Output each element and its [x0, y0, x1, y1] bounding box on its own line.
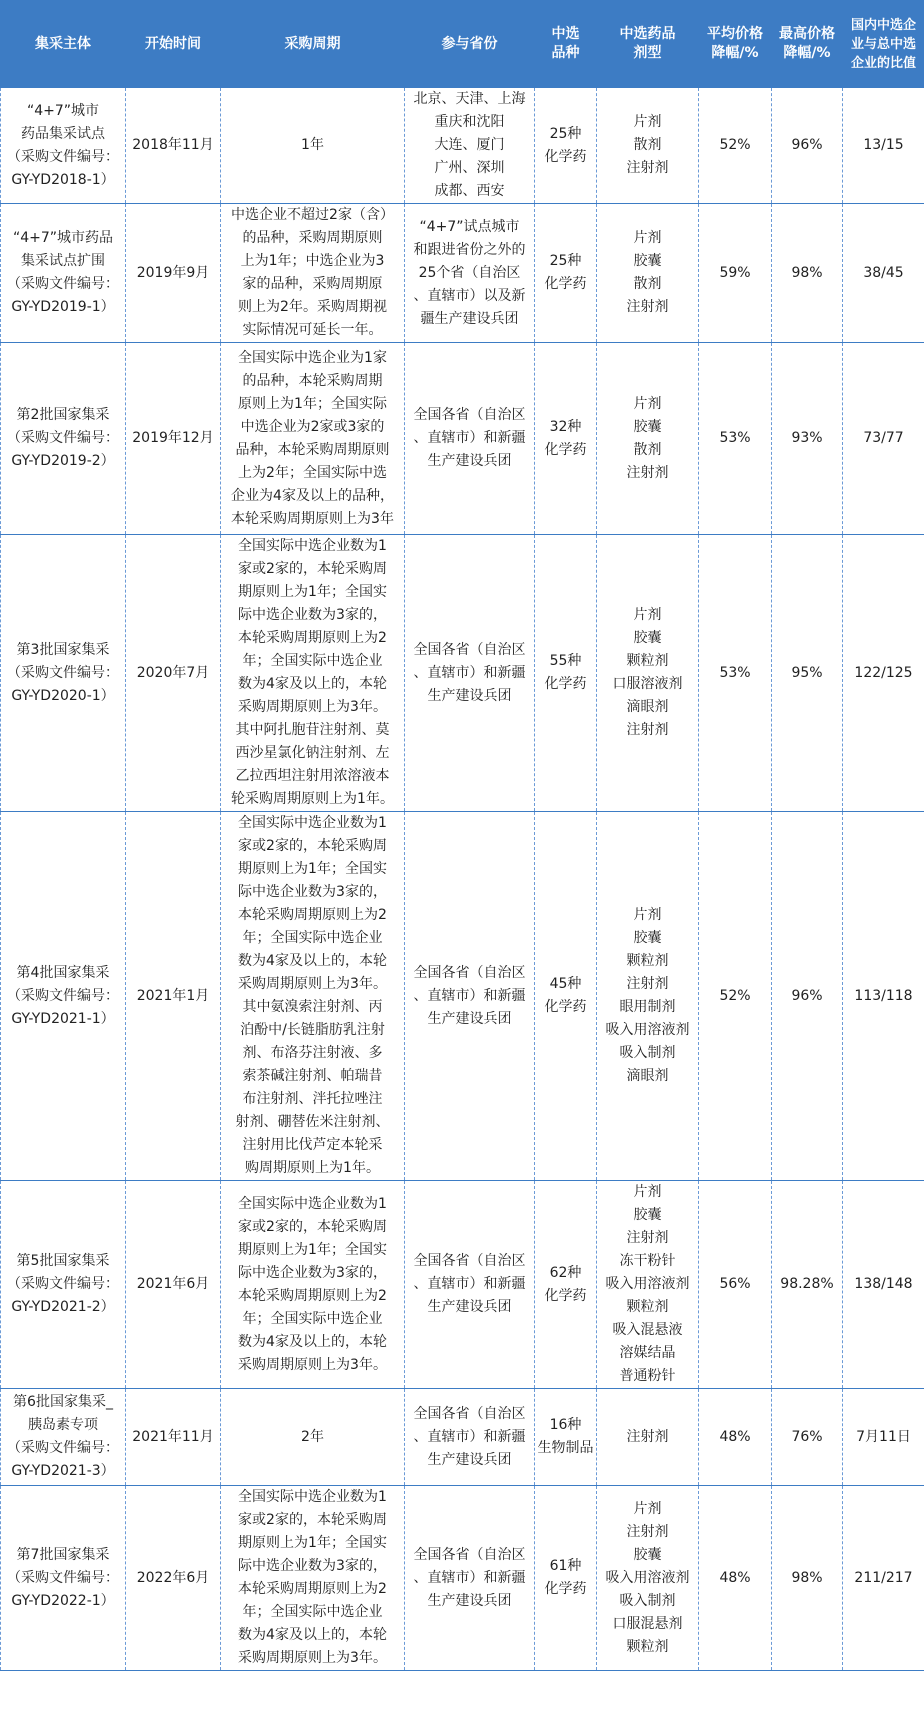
- ratio-text: 122/125: [854, 664, 913, 681]
- form-item: 片剂: [633, 907, 662, 923]
- subject-cell: [1, 204, 126, 343]
- form-item: 冻干粉针: [619, 1253, 676, 1269]
- period-text: 全国实际中选企业为1家 的品种，本轮采购周期 原则上为1年；全国实际 中选企业为2家或3家的 品种，本轮采购周期原则 上为2年；全国实际中选 企业为4家及以上的品种， 本轮采购周期原则上为3年: [231, 349, 394, 527]
- start-time-cell: [126, 88, 221, 204]
- header-provinces: 参与省份: [405, 1, 535, 88]
- subject-cell: [1, 1181, 126, 1389]
- ratio-cell: [843, 1181, 924, 1389]
- start-time-cell: [126, 1486, 221, 1671]
- form-item: 吸入制剂: [619, 1592, 676, 1609]
- subject-cell: [1, 535, 126, 812]
- table-row: [1, 535, 924, 812]
- form-item: 吸入制剂: [619, 1045, 676, 1061]
- period-cell: [221, 1181, 405, 1389]
- ratio-cell: [843, 88, 924, 204]
- avg-drop-cell: [699, 1486, 772, 1671]
- form-item: 颗粒剂: [626, 1638, 669, 1655]
- variety-text: 32种 化学药: [544, 418, 587, 458]
- max-drop-text: 98%: [791, 1569, 823, 1586]
- form-item: 注射剂: [626, 464, 669, 481]
- provinces-cell: [405, 204, 535, 343]
- header-row: [1, 1, 924, 88]
- period-cell: [221, 1389, 405, 1486]
- ratio-cell: [843, 812, 924, 1181]
- table-row: [1, 204, 924, 343]
- table-row: [1, 343, 924, 535]
- variety-cell: [535, 1486, 597, 1671]
- header-start-time: 开始时间: [126, 1, 221, 88]
- forms-list: [599, 227, 696, 319]
- provinces-text: 全国各省（自治区 、直辖市）和新疆 生产建设兵团: [413, 641, 526, 704]
- table-row: [1, 812, 924, 1181]
- avg-drop-cell: [699, 1181, 772, 1389]
- start-time-text: 2021年1月: [136, 987, 210, 1004]
- provinces-cell: [405, 1389, 535, 1486]
- form-item: 溶媒结晶: [619, 1345, 676, 1361]
- avg-drop-text: 53%: [719, 430, 751, 446]
- forms-cell: [597, 812, 699, 1181]
- form-item: 胶囊: [633, 253, 662, 269]
- variety-text: 62种 化学药: [544, 1264, 587, 1304]
- variety-text: 16种 生物制品: [537, 1417, 594, 1456]
- ratio-cell: [843, 204, 924, 343]
- subject-text: 第3批国家集采 （采购文件编号： GY-YD2020-1）: [7, 641, 119, 704]
- max-drop-cell: [772, 343, 843, 535]
- variety-cell: [535, 343, 597, 535]
- start-time-cell: [126, 535, 221, 812]
- avg-drop-text: 48%: [719, 1569, 751, 1586]
- forms-cell: [597, 204, 699, 343]
- period-text: 全国实际中选企业数为1 家或2家的，本轮采购周 期原则上为1年；全国实 际中选企业数为3家的， 本轮采购周期原则上为2 年；全国实际中选企业 数为4家及以上的，本轮 采购周期原则上为3年。: [238, 1489, 387, 1666]
- subject-text: 第4批国家集采 （采购文件编号： GY-YD2021-1）: [7, 964, 119, 1027]
- form-item: 片剂: [633, 1500, 662, 1517]
- start-time-text: 2019年12月: [132, 430, 214, 446]
- form-item: 胶囊: [633, 1546, 662, 1563]
- header-subject: 集采主体: [1, 1, 126, 88]
- forms-cell: [597, 535, 699, 812]
- subject-text: “4+7”城市 药品集采试点 （采购文件编号： GY-YD2018-1）: [7, 102, 119, 188]
- form-item: 注射剂: [626, 1428, 669, 1445]
- period-cell: [221, 343, 405, 535]
- period-text: 全国实际中选企业数为1 家或2家的，本轮采购周 期原则上为1年；全国实 际中选企业数为3家的， 本轮采购周期原则上为2 年；全国实际中选企业 数为4家及以上的，本轮 采购周期原则上为3年。 其中氨溴索注射剂、丙 泊酚中/长链脂肪乳注射 剂、布洛芬注射液、多 索茶碱注射剂、帕瑞昔 布注射剂、泮托拉唑注 射剂、硼替佐米注射剂、 注射用比伐芦定本轮采 购周期原则上为1年。: [235, 815, 390, 1176]
- subject-cell: [1, 1389, 126, 1486]
- form-item: 口服溶液剂: [612, 676, 683, 692]
- form-item: 滴眼剂: [626, 699, 669, 715]
- max-drop-text: 98%: [791, 264, 823, 281]
- max-drop-cell: [772, 1389, 843, 1486]
- start-time-cell: [126, 1389, 221, 1486]
- forms-cell: [597, 1486, 699, 1671]
- variety-cell: [535, 1181, 597, 1389]
- header-period: 采购周期: [221, 1, 405, 88]
- provinces-cell: [405, 1486, 535, 1671]
- forms-list: [599, 1426, 696, 1449]
- subject-text: 第7批国家集采 （采购文件编号： GY-YD2022-1）: [7, 1546, 119, 1609]
- avg-drop-cell: [699, 204, 772, 343]
- provinces-text: 全国各省（自治区 、直辖市）和新疆 生产建设兵团: [413, 407, 526, 469]
- forms-cell: [597, 1181, 699, 1389]
- subject-text: 第2批国家集采 （采购文件编号： GY-YD2019-2）: [7, 407, 119, 469]
- avg-drop-text: 52%: [719, 987, 751, 1004]
- subject-cell: [1, 1486, 126, 1671]
- table-row: [1, 1486, 924, 1671]
- variety-text: 25种 化学药: [544, 253, 587, 292]
- max-drop-cell: [772, 1486, 843, 1671]
- max-drop-cell: [772, 1181, 843, 1389]
- form-item: 片剂: [633, 607, 662, 623]
- avg-drop-cell: [699, 88, 772, 204]
- avg-drop-text: 59%: [719, 264, 751, 281]
- form-item: 吸入用溶液剂: [605, 1022, 690, 1038]
- provinces-text: 全国各省（自治区 、直辖市）和新疆 生产建设兵团: [413, 1546, 526, 1609]
- form-item: 注射剂: [626, 1230, 669, 1246]
- provinces-cell: [405, 343, 535, 535]
- ratio-text: 38/45: [863, 264, 904, 281]
- form-item: 散剂: [633, 441, 662, 458]
- start-time-cell: [126, 1181, 221, 1389]
- period-cell: [221, 88, 405, 204]
- max-drop-cell: [772, 812, 843, 1181]
- form-item: 胶囊: [633, 630, 662, 646]
- form-item: 吸入混悬液: [612, 1322, 683, 1338]
- avg-drop-text: 56%: [719, 1276, 751, 1292]
- subject-cell: [1, 88, 126, 204]
- period-text: 全国实际中选企业数为1 家或2家的，本轮采购周 期原则上为1年；全国实 际中选企业数为3家的， 本轮采购周期原则上为2 年；全国实际中选企业 数为4家及以上的，本轮 采购周期原则上为3年。: [238, 1195, 387, 1373]
- form-item: 注射剂: [626, 160, 669, 176]
- provinces-cell: [405, 1181, 535, 1389]
- subject-cell: [1, 812, 126, 1181]
- start-time-text: 2019年9月: [136, 264, 210, 281]
- form-item: 注射剂: [626, 1523, 669, 1540]
- max-drop-text: 76%: [791, 1428, 823, 1445]
- ratio-text: 7月11日: [856, 1428, 911, 1445]
- ratio-text: 13/15: [863, 137, 904, 153]
- form-item: 滴眼剂: [626, 1068, 669, 1084]
- max-drop-text: 96%: [791, 137, 823, 153]
- max-drop-text: 93%: [791, 430, 823, 446]
- forms-list: [599, 111, 696, 180]
- ratio-text: 211/217: [854, 1569, 913, 1586]
- forms-cell: [597, 88, 699, 204]
- start-time-cell: [126, 812, 221, 1181]
- period-cell: [221, 812, 405, 1181]
- start-time-text: 2021年11月: [132, 1428, 214, 1445]
- start-time-text: 2018年11月: [132, 137, 214, 153]
- avg-drop-text: 52%: [719, 137, 751, 153]
- provinces-text: 全国各省（自治区 、直辖市）和新疆 生产建设兵团: [413, 1405, 526, 1468]
- form-item: 吸入用溶液剂: [605, 1569, 690, 1586]
- period-text: 1年: [301, 137, 324, 153]
- period-text: 2年: [301, 1428, 324, 1445]
- ratio-text: 138/148: [854, 1276, 913, 1292]
- max-drop-text: 95%: [791, 664, 823, 681]
- forms-cell: [597, 1389, 699, 1486]
- form-item: 散剂: [633, 276, 662, 292]
- form-item: 普通粉针: [619, 1368, 676, 1384]
- avg-drop-text: 48%: [719, 1428, 751, 1445]
- forms-list: [599, 904, 696, 1088]
- variety-cell: [535, 88, 597, 204]
- form-item: 注射剂: [626, 299, 669, 315]
- subject-cell: [1, 343, 126, 535]
- avg-drop-cell: [699, 1389, 772, 1486]
- start-time-cell: [126, 343, 221, 535]
- variety-cell: [535, 535, 597, 812]
- forms-cell: [597, 343, 699, 535]
- form-item: 口服混悬剂: [612, 1615, 683, 1632]
- ratio-cell: [843, 1486, 924, 1671]
- max-drop-cell: [772, 88, 843, 204]
- form-item: 散剂: [633, 137, 662, 153]
- max-drop-cell: [772, 204, 843, 343]
- form-item: 胶囊: [633, 418, 662, 435]
- header-ratio: 国内中选企 业与总中选 企业的比值: [843, 1, 924, 88]
- avg-drop-cell: [699, 535, 772, 812]
- provinces-cell: [405, 88, 535, 204]
- max-drop-text: 98.28%: [780, 1276, 834, 1292]
- variety-text: 45种 化学药: [544, 976, 587, 1015]
- form-item: 注射剂: [626, 976, 669, 992]
- start-time-text: 2022年6月: [136, 1569, 210, 1586]
- period-cell: [221, 1486, 405, 1671]
- ratio-text: 73/77: [863, 430, 904, 446]
- ratio-cell: [843, 1389, 924, 1486]
- form-item: 眼用制剂: [619, 999, 676, 1015]
- header-variety: 中选 品种: [535, 1, 597, 88]
- form-item: 片剂: [633, 1184, 662, 1200]
- form-item: 胶囊: [633, 930, 662, 946]
- variety-cell: [535, 204, 597, 343]
- max-drop-text: 96%: [791, 987, 823, 1004]
- forms-list: [599, 1498, 696, 1659]
- variety-text: 25种 化学药: [544, 125, 587, 165]
- forms-list: [599, 604, 696, 742]
- max-drop-cell: [772, 535, 843, 812]
- start-time-cell: [126, 204, 221, 343]
- header-max-drop: 最高价格 降幅/%: [772, 1, 843, 88]
- variety-text: 55种 化学药: [544, 653, 587, 692]
- start-time-text: 2021年6月: [136, 1276, 210, 1292]
- variety-cell: [535, 1389, 597, 1486]
- ratio-cell: [843, 343, 924, 535]
- provinces-cell: [405, 535, 535, 812]
- header-forms: 中选药品 剂型: [597, 1, 699, 88]
- subject-text: 第5批国家集采 （采购文件编号： GY-YD2021-2）: [7, 1253, 119, 1315]
- variety-text: 61种 化学药: [544, 1558, 587, 1597]
- period-text: 中选企业不超过2家（含） 的品种，采购周期原则 上为1年；中选企业为3 家的品种，采购周期原 则上为2年。采购周期视 实际情况可延长一年。: [231, 207, 394, 338]
- period-cell: [221, 204, 405, 343]
- avg-drop-text: 53%: [719, 664, 751, 681]
- provinces-text: 北京、天津、上海 重庆和沈阳 大连、厦门 广州、深圳 成都、西安: [413, 91, 526, 199]
- ratio-cell: [843, 535, 924, 812]
- avg-drop-cell: [699, 812, 772, 1181]
- period-cell: [221, 535, 405, 812]
- form-item: 吸入用溶液剂: [605, 1276, 690, 1292]
- variety-cell: [535, 812, 597, 1181]
- table-row: [1, 1389, 924, 1486]
- form-item: 注射剂: [626, 722, 669, 738]
- form-item: 胶囊: [633, 1207, 662, 1223]
- form-item: 片剂: [633, 114, 662, 130]
- form-item: 颗粒剂: [626, 1299, 669, 1315]
- forms-list: [599, 1181, 696, 1388]
- provinces-cell: [405, 812, 535, 1181]
- forms-list: [599, 393, 696, 485]
- table-row: [1, 88, 924, 204]
- provinces-text: “4+7”试点城市 和跟进省份之外的 25个省（自治区 、直辖市）以及新 疆生产建设兵团: [413, 218, 526, 327]
- period-text: 全国实际中选企业数为1 家或2家的，本轮采购周 期原则上为1年；全国实 际中选企业数为3家的， 本轮采购周期原则上为2 年；全国实际中选企业 数为4家及以上的，本轮 采购周期原则上为3年。 其中阿扎胞苷注射剂、莫 西沙星氯化钠注射剂、左 乙拉西坦注射用浓溶液本 轮采购周期原则上为1年。: [231, 538, 394, 807]
- provinces-text: 全国各省（自治区 、直辖市）和新疆 生产建设兵团: [413, 1253, 526, 1315]
- header-avg-drop: 平均价格 降幅/%: [699, 1, 772, 88]
- avg-drop-cell: [699, 343, 772, 535]
- subject-text: 第6批国家集采_ 胰岛素专项 （采购文件编号： GY-YD2021-3）: [7, 1394, 119, 1479]
- form-item: 颗粒剂: [626, 953, 669, 969]
- start-time-text: 2020年7月: [136, 664, 210, 681]
- table-row: [1, 1181, 924, 1389]
- ratio-text: 113/118: [854, 987, 913, 1004]
- form-item: 片剂: [633, 395, 662, 412]
- subject-text: “4+7”城市药品 集采试点扩围 （采购文件编号： GY-YD2019-1）: [7, 230, 119, 315]
- provinces-text: 全国各省（自治区 、直辖市）和新疆 生产建设兵团: [413, 964, 526, 1027]
- form-item: 片剂: [633, 230, 662, 246]
- form-item: 颗粒剂: [626, 653, 669, 669]
